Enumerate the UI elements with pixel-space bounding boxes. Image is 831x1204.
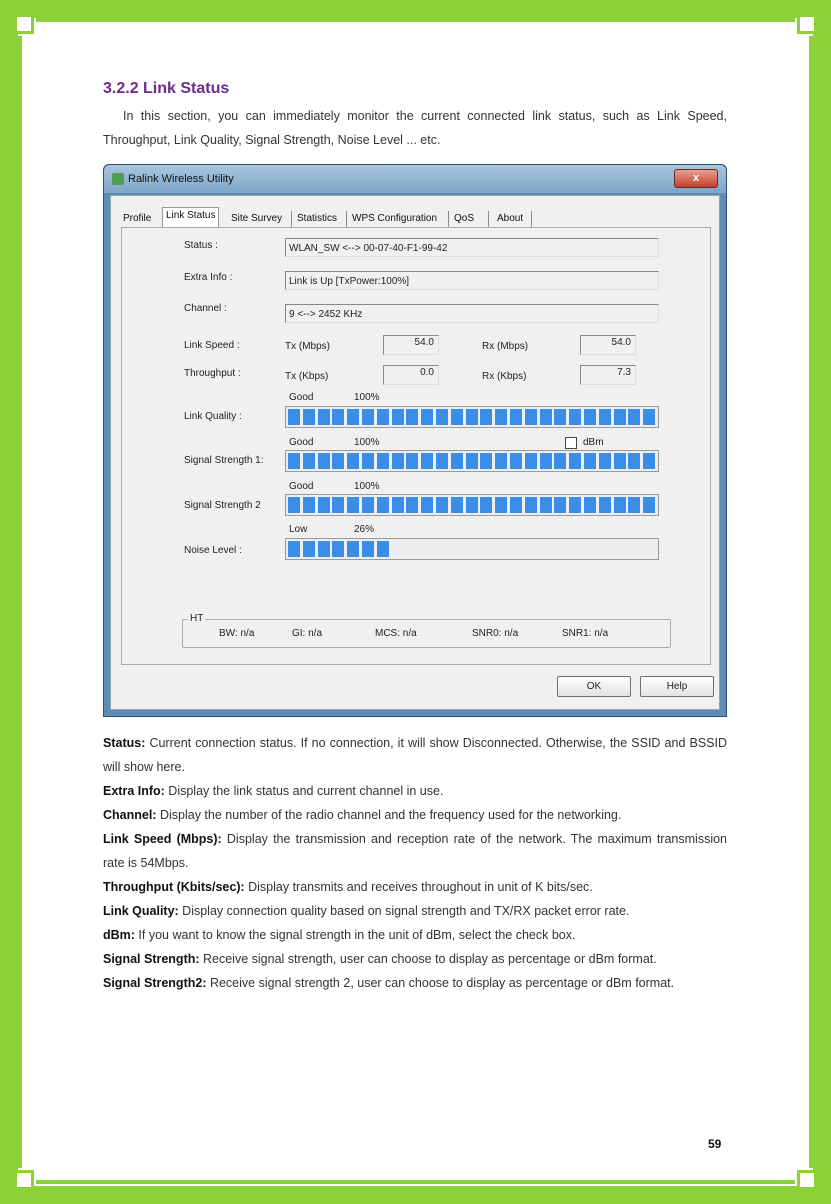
level-segment xyxy=(332,497,344,513)
level-segment xyxy=(288,497,300,513)
signal2-percent: 100% xyxy=(354,481,380,492)
ht-snr1: SNR1: n/a xyxy=(562,628,609,639)
page-number: 59 xyxy=(708,1137,722,1151)
dbm-checkbox[interactable] xyxy=(565,437,577,449)
level-segment xyxy=(643,409,655,425)
level-segment xyxy=(318,409,330,425)
level-segment xyxy=(466,453,478,469)
level-segment xyxy=(628,409,640,425)
signal2-label: Signal Strength 2 xyxy=(184,500,261,511)
level-segment xyxy=(540,497,552,513)
level-segment xyxy=(554,497,566,513)
level-segment xyxy=(643,497,655,513)
tx-mbps-label: Tx (Mbps) xyxy=(285,341,330,352)
level-segment xyxy=(377,453,389,469)
level-segment xyxy=(288,541,300,557)
level-segment xyxy=(569,497,581,513)
tab-about[interactable]: About xyxy=(497,213,524,224)
level-segment xyxy=(510,453,522,469)
page-border-right-inner xyxy=(809,36,813,1168)
ht-bw: BW: n/a xyxy=(219,628,255,639)
title-bar[interactable] xyxy=(104,165,726,193)
rx-mbps-label: Rx (Mbps) xyxy=(482,341,529,352)
link-status-panel xyxy=(121,227,711,665)
section-title: 3.2.2 Link Status xyxy=(103,80,230,97)
level-segment xyxy=(288,453,300,469)
level-segment xyxy=(466,497,478,513)
level-segment xyxy=(540,453,552,469)
page-border-right xyxy=(813,0,831,1204)
noise-label: Noise Level : xyxy=(184,545,242,556)
section-intro: In this section, you can immediately monitor the current connected link status, such as Link Speed, Throughput, Link Quality, Signal Strength, Noise Level ... etc. xyxy=(103,109,727,147)
signal1-label: Signal Strength 1: xyxy=(184,455,264,466)
status-field: WLAN_SW <--> 00-07-40-F1-99-42 xyxy=(285,238,659,257)
signal2-bar xyxy=(285,494,659,516)
level-segment xyxy=(303,409,315,425)
corner-bottom-left xyxy=(14,1170,34,1190)
level-segment xyxy=(362,453,374,469)
tab-separator xyxy=(291,211,292,227)
page-border-left xyxy=(0,0,18,1204)
level-segment xyxy=(525,497,537,513)
link-speed-label: Link Speed : xyxy=(184,340,240,351)
level-segment xyxy=(480,453,492,469)
throughput-label: Throughput : xyxy=(184,368,241,379)
level-segment xyxy=(318,541,330,557)
level-segment xyxy=(347,409,359,425)
level-segment xyxy=(599,497,611,513)
tab-qos[interactable]: QoS xyxy=(454,213,475,224)
level-segment xyxy=(540,409,552,425)
utility-window xyxy=(103,164,727,717)
app-icon xyxy=(112,173,124,185)
level-segment xyxy=(554,409,566,425)
desc-item: dBm: If you want to know the signal strength in the unit of dBm, select the check box. xyxy=(103,928,576,942)
channel-field: 9 <--> 2452 KHz xyxy=(285,304,659,323)
level-segment xyxy=(628,453,640,469)
level-segment xyxy=(584,497,596,513)
level-segment xyxy=(332,453,344,469)
tab-separator xyxy=(488,211,489,227)
level-segment xyxy=(362,541,374,557)
rx-mbps-value: 54.0 xyxy=(580,335,636,355)
link-quality-percent: 100% xyxy=(354,392,380,403)
ht-gi: GI: n/a xyxy=(292,628,323,639)
level-segment xyxy=(332,409,344,425)
field-descriptions xyxy=(103,731,727,995)
ht-mcs: MCS: n/a xyxy=(375,628,417,639)
extra-info-label: Extra Info : xyxy=(184,272,233,283)
tab-link-status[interactable]: Link Status xyxy=(162,207,219,228)
level-segment xyxy=(392,497,404,513)
signal2-word: Good xyxy=(289,481,314,492)
desc-item: Link Quality: Display connection quality based on signal strength and TX/RX packet error rate. xyxy=(103,904,630,918)
level-segment xyxy=(614,409,626,425)
page-border-top xyxy=(0,0,831,18)
tab-wps-configuration[interactable]: WPS Configuration xyxy=(352,213,438,224)
level-segment xyxy=(303,541,315,557)
level-segment xyxy=(318,453,330,469)
level-segment xyxy=(599,453,611,469)
level-segment xyxy=(495,409,507,425)
level-segment xyxy=(510,497,522,513)
signal1-percent: 100% xyxy=(354,437,380,448)
tab-profile[interactable]: Profile xyxy=(123,213,152,224)
tab-statistics[interactable]: Statistics xyxy=(297,213,338,224)
level-segment xyxy=(406,409,418,425)
ht-legend: HT xyxy=(190,613,204,624)
level-segment xyxy=(421,453,433,469)
level-segment xyxy=(614,497,626,513)
corner-top-left xyxy=(14,14,34,34)
page-border-bottom-inner xyxy=(36,1180,795,1184)
level-segment xyxy=(451,453,463,469)
tab-separator xyxy=(531,211,532,227)
desc-item: Link Speed (Mbps): Display the transmission and reception rate of the network. The maximum transmission rate is 54Mbps. xyxy=(103,832,728,870)
tab-site-survey[interactable]: Site Survey xyxy=(231,213,283,224)
ok-button[interactable]: OK xyxy=(557,676,631,697)
level-segment xyxy=(392,453,404,469)
level-segment xyxy=(495,453,507,469)
level-segment xyxy=(614,453,626,469)
link-quality-label: Link Quality : xyxy=(184,411,242,422)
level-segment xyxy=(584,453,596,469)
window-client xyxy=(110,195,720,710)
level-segment xyxy=(303,453,315,469)
desc-item: Channel: Display the number of the radio channel and the frequency used for the networking. xyxy=(103,808,622,822)
corner-top-right xyxy=(797,14,817,34)
level-segment xyxy=(451,497,463,513)
level-segment xyxy=(436,409,448,425)
level-segment xyxy=(436,453,448,469)
link-quality-bar xyxy=(285,406,659,428)
level-segment xyxy=(392,409,404,425)
level-segment xyxy=(406,497,418,513)
channel-label: Channel : xyxy=(184,303,227,314)
rx-kbps-label: Rx (Kbps) xyxy=(482,371,527,382)
level-segment xyxy=(569,409,581,425)
level-segment xyxy=(362,409,374,425)
level-segment xyxy=(628,497,640,513)
signal1-word: Good xyxy=(289,437,314,448)
level-segment xyxy=(421,409,433,425)
rx-kbps-value: 7.3 xyxy=(580,365,636,385)
level-segment xyxy=(288,409,300,425)
level-segment xyxy=(643,453,655,469)
level-segment xyxy=(480,409,492,425)
signal1-bar xyxy=(285,450,659,472)
level-segment xyxy=(362,497,374,513)
tx-mbps-value: 54.0 xyxy=(383,335,439,355)
noise-percent: 26% xyxy=(354,524,375,535)
extra-info-field: Link is Up [TxPower:100%] xyxy=(285,271,659,290)
level-segment xyxy=(554,453,566,469)
window-title: Ralink Wireless Utility xyxy=(128,173,234,185)
level-segment xyxy=(347,453,359,469)
level-segment xyxy=(451,409,463,425)
level-segment xyxy=(584,409,596,425)
page-border-top-inner xyxy=(36,18,795,22)
desc-item: Signal Strength: Receive signal strength, user can choose to display as percentage or dBm format. xyxy=(103,952,657,966)
tx-kbps-value: 0.0 xyxy=(383,365,439,385)
desc-item: Throughput (Kbits/sec): Display transmits and receives throughout in unit of K bits/sec. xyxy=(103,880,593,894)
tab-separator xyxy=(346,211,347,227)
level-segment xyxy=(377,541,389,557)
level-segment xyxy=(377,497,389,513)
level-segment xyxy=(332,541,344,557)
level-segment xyxy=(569,453,581,469)
level-segment xyxy=(599,409,611,425)
desc-item: Signal Strength2: Receive signal strength 2, user can choose to display as percentage or dBm format. xyxy=(103,976,675,990)
level-segment xyxy=(480,497,492,513)
level-segment xyxy=(510,409,522,425)
level-segment xyxy=(495,497,507,513)
page-border-bottom xyxy=(0,1186,831,1204)
close-button[interactable]: x xyxy=(674,169,718,188)
page-border-left-inner xyxy=(18,36,22,1168)
level-segment xyxy=(303,497,315,513)
level-segment xyxy=(466,409,478,425)
level-segment xyxy=(421,497,433,513)
ht-snr0: SNR0: n/a xyxy=(472,628,519,639)
tx-kbps-label: Tx (Kbps) xyxy=(285,371,329,382)
level-segment xyxy=(436,497,448,513)
ht-group xyxy=(182,613,671,648)
status-label: Status : xyxy=(184,240,218,251)
tab-separator xyxy=(448,211,449,227)
noise-word: Low xyxy=(289,524,308,535)
desc-item: Extra Info: Display the link status and current channel in use. xyxy=(103,784,444,798)
link-quality-word: Good xyxy=(289,392,314,403)
noise-bar xyxy=(285,538,659,560)
dbm-label: dBm xyxy=(583,437,604,448)
level-segment xyxy=(377,409,389,425)
level-segment xyxy=(347,497,359,513)
level-segment xyxy=(406,453,418,469)
level-segment xyxy=(525,409,537,425)
level-segment xyxy=(347,541,359,557)
corner-bottom-right xyxy=(797,1170,817,1190)
desc-item: Status: Current connection status. If no connection, it will show Disconnected. Otherwise, the SSID and BSSID will show here. xyxy=(103,736,727,774)
help-button[interactable]: Help xyxy=(640,676,714,697)
level-segment xyxy=(525,453,537,469)
level-segment xyxy=(318,497,330,513)
